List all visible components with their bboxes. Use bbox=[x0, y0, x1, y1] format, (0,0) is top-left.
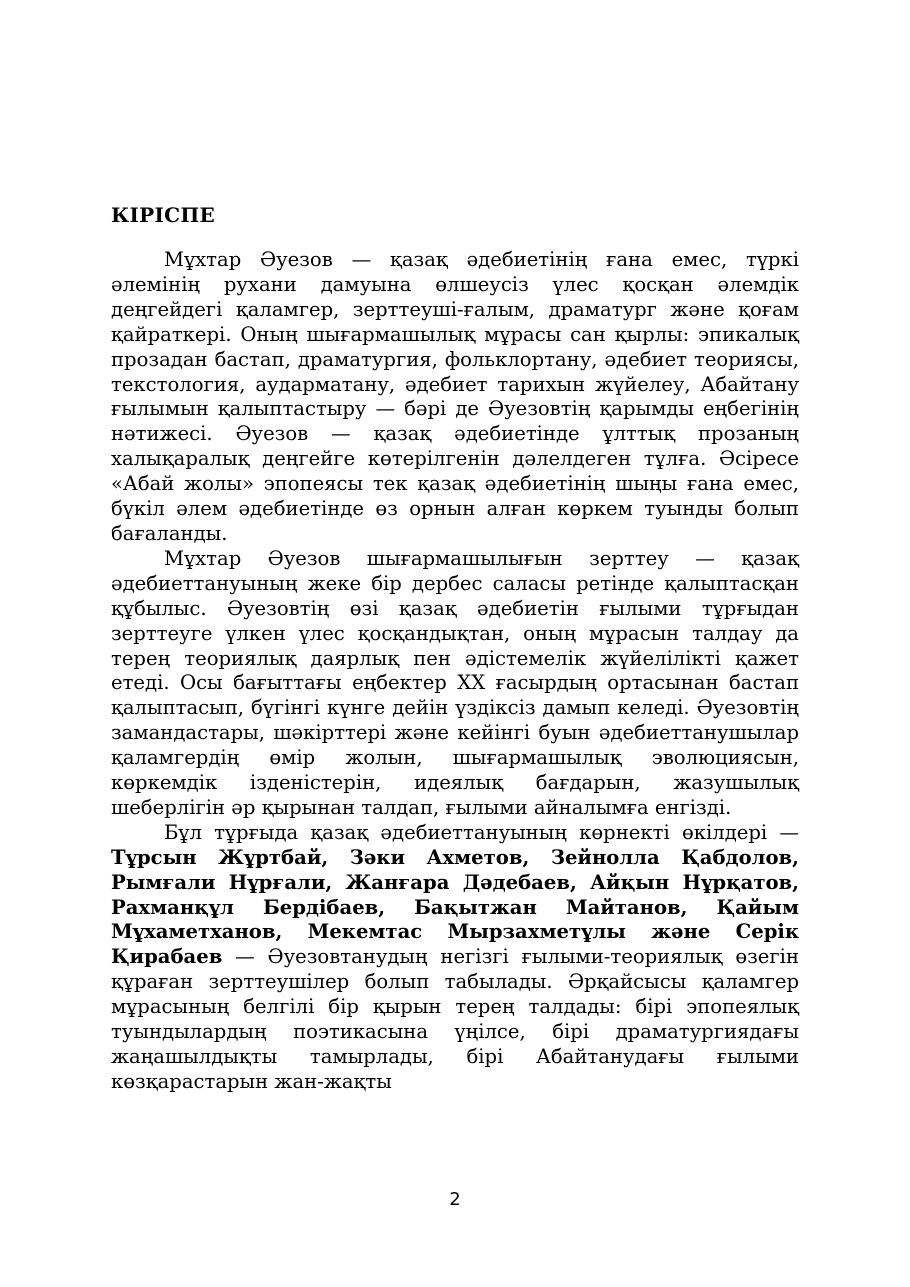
body-text bbox=[111, 248, 799, 1095]
scholar-names: Тұрсын Жұртбай, Зәки Ахметов, Зейнолла Қабдолов, Рымғали Нұрғали, Жанғара Дәдебаев, Айқын Нұрқатов, Рахманқұл Бердібаев, Бақытжан Майтанов, Қайым Мұхаметханов, Мекемтас Мырзахметұлы және Серік Қирабаев bbox=[111, 845, 799, 969]
page-number: 2 bbox=[449, 1189, 461, 1210]
paragraph-3-rest: — Әуезовтанудың негізгі ғылыми-теориялық өзегін құраған зерттеушілер болып табылады. Әрқайсысы қаламгер мұрасының белгілі бір қырын терең талдады: бірі эпопеялық туындылардың поэтикасына үңілсе, бірі драматургиядағы жаңашылдықты тамырлады, бірі Абайтанудағы ғылыми көзқарастарын жан-жақты bbox=[111, 945, 799, 1093]
paragraph-3-intro: Бұл тұрғыда қазақ әдебиеттануының көрнекті өкілдері — bbox=[164, 820, 799, 844]
paragraph-1: Мұхтар Әуезов — қазақ әдебиетінің ғана емес, түркі әлемінің рухани дамуына өлшеусіз үлес қосқан әлемдік деңгейдегі қаламгер, зерттеуші-ғалым, драматург және қоғам қайраткері. Оның шығармашылық мұрасы сан қырлы: эпикалық прозадан бастап, драматургия, фольклортану, әдебиет теориясы, текстология, аударматану, әдебиет тарихын жүйелеу, Абайтану ғылымын қалыптастыру — бәрі де Әуезовтің қарымды еңбегінің нәтижесі. Әуезов — қазақ әдебиетінде ұлттық прозаның халықаралық деңгейге көтерілгенін дәлелдеген тұлға. Әсіресе «Абай жолы» эпопеясы тек қазақ әдебиетінің шыңы ғана емес, бүкіл әлем әдебиетінде өз орнын алған көркем туынды болып бағаланды. bbox=[111, 248, 799, 545]
paragraph-3 bbox=[111, 821, 799, 1095]
paragraph-2: Мұхтар Әуезов шығармашылығын зерттеу — қазақ әдебиеттануының жеке бір дербес саласы ретінде қалыптасқан құбылыс. Әуезовтің өзі қазақ әдебиетін ғылыми тұрғыдан зерттеуге үлкен үлес қосқандықтан, оның мұрасын талдау да терең теориялық даярлық пен әдістемелік жүйелілікті қажет етеді. Осы бағыттағы еңбектер XX ғасырдың ортасынан бастап қалыптасып, бүгінгі күнге дейін үздіксіз дамып келеді. Әуезовтің замандастары, шәкірттері және кейінгі буын әдебиеттанушылар қаламгердің өмір жолын, шығармашылық эволюциясын, көркемдік ізденістерін, идеялық бағдарын, жазушылық шеберлігін әр қырынан талдап, ғылыми айналымға енгізді. bbox=[111, 546, 799, 819]
section-heading: КІРІСПЕ bbox=[111, 203, 216, 227]
